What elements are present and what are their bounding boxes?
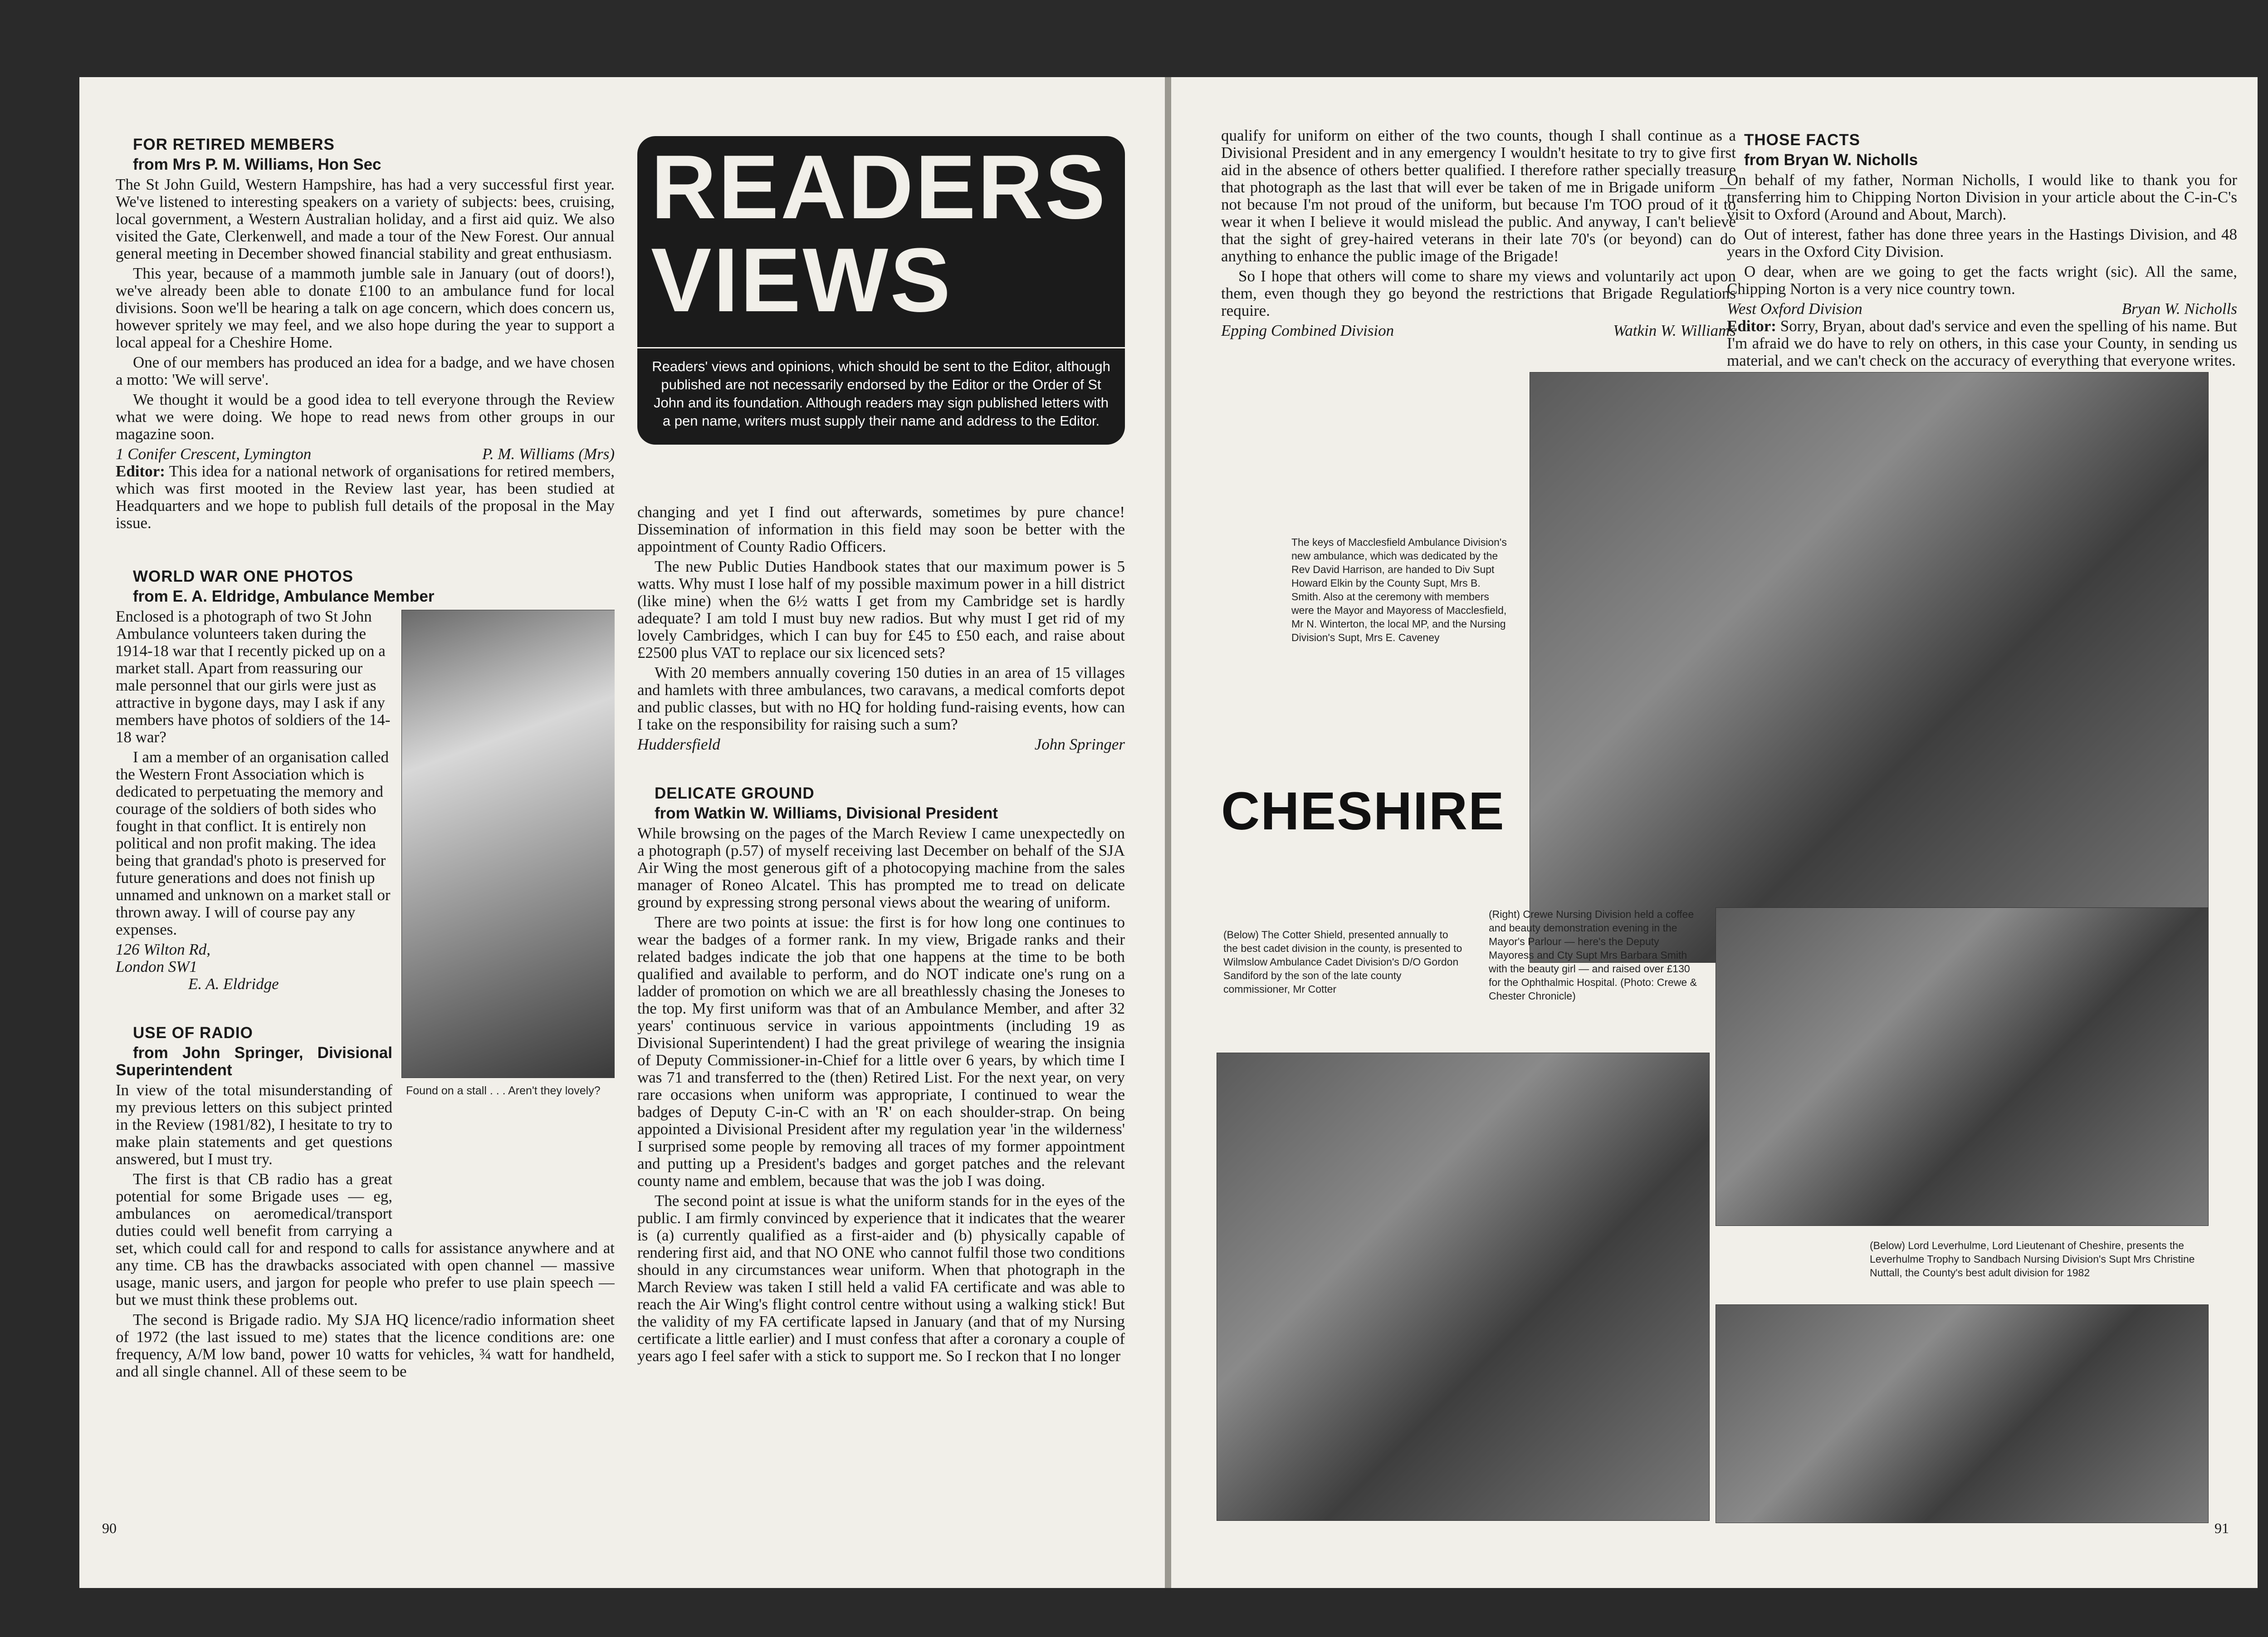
caption-cotter: (Below) The Cotter Shield, presented annually to the best cadet division in the county, is presented to Wilmslow Ambulance Cadet Division's D/O Gordon Sandiford by the son of the late county commissioner, Mr Cotter bbox=[1223, 929, 1462, 995]
from-facts: from Bryan W. Nicholls bbox=[1744, 151, 1918, 169]
facts-p3: O dear, when are we going to get the facts wright (sic). All the same, Chipping Norton is a very nice country town. bbox=[1727, 263, 2237, 298]
column-left-1 bbox=[116, 136, 615, 1524]
page-number-right: 91 bbox=[2214, 1520, 2229, 1536]
cheshire-section bbox=[1171, 77, 2258, 1588]
cheshire-title: CHESHIRE bbox=[1221, 781, 1505, 841]
facts-p1: On behalf of my father, Norman Nicholls, I would like to thank you for transferring him to Chipping Norton Division in your article about the C-in-C's visit to Oxford (Around and About, March). bbox=[1727, 171, 2237, 223]
retired-signature bbox=[116, 446, 615, 463]
caption-crewe: (Right) Crewe Nursing Division held a coffee and beauty demonstration evening in the Mayor's Parlour — here's the Deputy Mayoress and Cty Supt Mrs Barbara Smith with the beauty girl — and raised over £130 for the Ophthalmic Hospital. (Photo: Crewe & Chester Chronicle) bbox=[1489, 908, 1697, 1002]
ww1-caption: Found on a stall . . . Aren't they lovely? bbox=[406, 1084, 601, 1097]
retired-signer: P. M. Williams (Mrs) bbox=[482, 445, 615, 463]
from-ww1: from E. A. Eldridge, Ambulance Member bbox=[133, 588, 435, 605]
retired-editor-label: Editor: bbox=[116, 462, 165, 480]
retired-address: 1 Conifer Crescent, Lymington bbox=[116, 445, 312, 463]
readers-views-intro: Readers' views and opinions, which should be sent to the Editor, although published are not necessarily endorsed by the Editor or the Order of St John and its foundation. Although readers may sign published letters with a pen name, writers must supply their name and address to the Editor. bbox=[637, 347, 1125, 445]
radio-signer: John Springer bbox=[1034, 735, 1125, 753]
caption-leverhulme: (Below) Lord Leverhulme, Lord Lieutenant of Cheshire, presents the Leverhulme Trophy to Sandbach Nursing Division's Supt Mrs Christine Nuttall, the County's best adult division for 1982 bbox=[1870, 1240, 2195, 1279]
radio-p3: The second is Brigade radio. My SJA HQ licence/radio information sheet of 1972 (the last issued to me) states that the licence conditions are: one frequency, A/M low band, power 10 watts for vehicles, ¾ watt for handheld, and all single channel. All of these seem to be bbox=[116, 1311, 615, 1380]
radio-p4: changing and yet I find out afterwards, sometimes by pure chance! Dissemination of information in this field may soon be better with the appointment of County Radio Officers. bbox=[637, 504, 1125, 555]
retired-editor-text: This idea for a national network of organisations for retired members, which was first mooted in the Review last year, has been studied at Headquarters and we hope to publish full details of the proposal in the May issue. bbox=[116, 462, 615, 532]
retired-p1: The St John Guild, Western Hampshire, has had a very successful first year. We've listened to interesting speakers on a variety of subjects: bees, cruising, local government, a Western Australian holiday, and a first aid quiz. We also visited the Gate, Clerkenwell, and made a tour of the New Forest. Our annual general meeting in December showed financial stability and great enthusiasm. bbox=[116, 176, 615, 262]
heading-radio: USE OF RADIO bbox=[133, 1024, 253, 1042]
facts-editor-text: Sorry, Bryan, about dad's service and even the spelling of his name. But I'm afraid we do have to rely on others, in this case your County, in sending us material, and we can't check on the accuracy of everything that everyone writes. bbox=[1727, 317, 2237, 369]
from-radio: from John Springer, Divisional Superintendent bbox=[116, 1044, 392, 1079]
caption-macclesfield: The keys of Macclesfield Ambulance Division's new ambulance, which was dedicated by the Rev David Harrison, are handed to Div Supt Howard Elkin by the County Supt, Mrs B. Smith. Also at the ceremony with members were the Mayor and Mayoress of Macclesfield, Mr N. Winterton, the local MP, and the Nursing Division's Supt, Mrs E. Caveney bbox=[1291, 536, 1507, 643]
photo-cotter-shield bbox=[1217, 1053, 1710, 1521]
ww1-photo-block bbox=[401, 610, 615, 1227]
ww1-address-1: 126 Wilton Rd, bbox=[116, 941, 211, 958]
ww1-signer: E. A. Eldridge bbox=[188, 975, 279, 993]
readers-views-header bbox=[637, 136, 1125, 445]
column-left-2 bbox=[637, 504, 1125, 1524]
photo-crewe-nursing bbox=[1716, 907, 2209, 1226]
from-delicate: from Watkin W. Williams, Divisional President bbox=[655, 804, 998, 822]
photo-macclesfield-ambulance bbox=[1530, 372, 2209, 963]
retired-p3: One of our members has produced an idea for a badge, and we have chosen a motto: 'We will serve'. bbox=[116, 353, 615, 388]
letter-delicate-ground bbox=[637, 785, 1125, 1365]
radio-p2: The first is that CB radio has a great potential for some Brigade uses — eg, ambulances on aeromedical/transport duties could well benefit from carrying a set, which could call for and respond to calls for assistance anywhere and at any time. CB has the drawbacks associated with open channel — massive usage, manic users, and jargon for people who prefer to use plain speech — but we must think these problems out. bbox=[116, 1170, 615, 1309]
ww1-p1: Enclosed is a photograph of two St John Ambulance volunteers taken during the 1914-18 war that I recently picked up on a market stall. Apart from reassuring our male personnel that our girls were just as attractive in bygone days, may I ask if any members have photos of soldiers of the 14-18 war? bbox=[116, 608, 391, 746]
heading-delicate: DELICATE GROUND bbox=[655, 784, 815, 802]
from-retired: from Mrs P. M. Williams, Hon Sec bbox=[133, 156, 381, 173]
delicate-p4: qualify for uniform on either of the two counts, though I shall continue as a Divisional President and in any emergency I wouldn't hesitate to try to give first aid in the absence of others better qualified. I therefore rather specially treasure that photograph as the last that will ever be taken of me in Brigade uniform — not because I'm not proud of the uniform, but because I'm TOO proud of it to wear it when I believe it would mislead the public. And anyway, I can't believe that the sight of grey-haired veterans in their late 70's (or beyond) can do anything to enhance the public image of the Brigade! bbox=[1221, 127, 1736, 265]
radio-signature bbox=[637, 736, 1125, 753]
radio-p5: The new Public Duties Handbook states that our maximum power is 5 watts. Why must I lose half of my possible maximum power in a hill district (like mine) when the 6½ watts I get from my Cambridge set is hardly adequate? I am told I must buy new radios. But why must I get rid of my lovely Cambridges, which I can buy for £45 to £50 each, and raise about £2500 plus VAT to replace our six licenced sets? bbox=[637, 558, 1125, 662]
retired-p4: We thought it would be a good idea to tell everyone through the Review what we were doing. We hope to read news from other groups in our magazine soon. bbox=[116, 391, 615, 443]
facts-editor-label: Editor: bbox=[1727, 317, 1776, 335]
delicate-p3: The second point at issue is what the uniform stands for in the eyes of the public. I am firmly convinced by experience that it indicates that the wearer is (a) currently qualified as a first-aider and (b) physically capable of rendering first aid, and that NO ONE who cannot fulfil those two conditions should in any circumstances wear uniform. When that photograph in the March Review was taken I still held a valid FA certificate and was able to reach the Air Wing's flight control centre without using a walking stick! But the validity of my FA certificate lapsed in January (and that of my Nursing certificate a little earlier) and I must confess that after a coronary a couple of years ago I feel safer with a stick to support me. So I reckon that I no longer bbox=[637, 1192, 1125, 1365]
heading-facts: THOSE FACTS bbox=[1744, 132, 1861, 149]
delicate-signer: Watkin W. Williams bbox=[1613, 322, 1736, 339]
facts-place: West Oxford Division bbox=[1727, 300, 1862, 318]
delicate-p2: There are two points at issue: the first is for how long one continues to wear the badges of a former rank. In my view, Brigade ranks and their related badges indicate the job that one happens at the time to be both qualified and available to perform, and do NOT indicate one's rung on a ladder of promotion on which we are all breathlessly chasing the Joneses to the top. My first uniform was that of an Ambulance Member, and after 32 years' continuous service in various appointments (including 19 as Divisional Superintendent) I had the great privilege of wearing the insignia of Deputy Commissioner-in-Chief for a little over 6 years, by which time I was 71 and transferred to the (then) Retired List. For the next year, on very rare occasions when uniform was appropriate, I continued to wear the badges of Deputy C-in-C with an 'R' on each shoulder-strap. On being appointed a Divisional President after my regulation year 'in the wilderness' I surprised some people by removing all traces of my former appointment and putting up a President's badges and gorget patches and the relevant county name and emblem, because that was the job I was doing. bbox=[637, 913, 1125, 1190]
photo-leverhulme-trophy bbox=[1716, 1304, 2209, 1523]
radio-place: Huddersfield bbox=[637, 735, 720, 753]
page-left bbox=[79, 77, 1166, 1588]
facts-signer: Bryan W. Nicholls bbox=[2121, 300, 2237, 318]
ww1-address-2: London SW1 bbox=[116, 958, 197, 975]
delicate-place: Epping Combined Division bbox=[1221, 322, 1394, 339]
delicate-p5: So I hope that others will come to share my views and voluntarily act upon them, even though they go beyond the restrictions that Brigade Regulations require. bbox=[1221, 267, 1736, 319]
delicate-p1: While browsing on the pages of the March Review I came unexpectedly on a photograph (p.57) of myself receiving last December on behalf of the SJA Air Wing the most generous gift of a photocopying machine from the sales manager of Roneo Alcatel. This has prompted me to tread on delicate ground by expressing strong personal views about the wearing of uniform. bbox=[637, 824, 1125, 911]
facts-p2: Out of interest, father has done three years in the Hastings Division, and 48 years in the Oxford City Division. bbox=[1727, 225, 2237, 260]
letter-radio-continued bbox=[637, 504, 1125, 753]
retired-p2: This year, because of a mammoth jumble sale in January (out of doors!), we've already been able to donate £100 to an ambulance fund for local divisions. Soon we'll be hearing a talk on age concern, which does concern us, however spritely we may feel, and we also hope during the year to support a local appeal for a Cheshire Home. bbox=[116, 265, 615, 351]
ww1-p2: I am a member of an organisation called the Western Front Association which is dedicated to perpetuating the memory and courage of the soldiers of both sides who fought in that conflict. It is entirely non political and non profit making. The idea being that grandad's photo is preserved for future generations and does not finish up unnamed and unknown on a market stall or thrown away. I will of course pay any expenses. bbox=[116, 748, 391, 938]
letter-retired-members bbox=[116, 136, 615, 532]
readers-views-title: READERS VIEWS bbox=[651, 137, 1107, 331]
page-number-left: 90 bbox=[102, 1520, 117, 1536]
ww1-nurses-photo bbox=[401, 610, 615, 1078]
page-right bbox=[1171, 77, 2258, 1588]
heading-retired: FOR RETIRED MEMBERS bbox=[133, 136, 335, 153]
radio-p1: In view of the total misunderstanding of my previous letters on this subject printed in the Review (1981/82), I hesitate to try to make plain statements and get questions answered, but I must try. bbox=[116, 1081, 392, 1168]
heading-ww1: WORLD WAR ONE PHOTOS bbox=[133, 568, 354, 585]
radio-p6: With 20 members annually covering 150 duties in an area of 15 villages and hamlets with three ambulances, two caravans, a medical comforts depot and public classes, but with no HQ for holding fund-raising events, how can I take on the responsibility for raising such a sum? bbox=[637, 664, 1125, 733]
